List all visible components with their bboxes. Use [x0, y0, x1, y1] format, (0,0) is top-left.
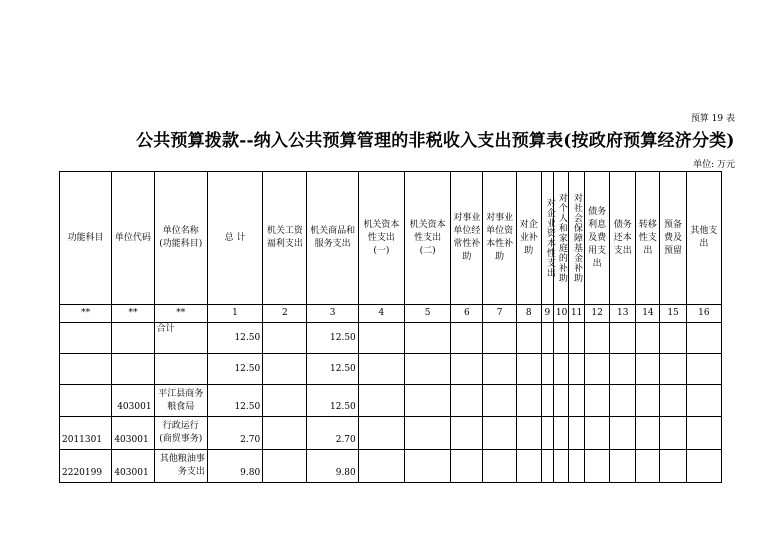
- unit-name-cell: 合计: [154, 323, 207, 354]
- empty-cell: [585, 385, 610, 417]
- goods-services-cell: 2.70: [307, 417, 358, 450]
- empty-cell: [405, 450, 451, 483]
- empty-cell: [451, 354, 483, 385]
- empty-cell: [568, 323, 584, 354]
- empty-cell: [541, 450, 553, 483]
- empty-cell: [405, 354, 451, 385]
- function-code-cell: 2220199: [60, 450, 112, 483]
- unit-code-cell: [112, 354, 154, 385]
- header-cell: 机关资本性支出(二): [405, 172, 451, 305]
- empty-cell: [686, 385, 721, 417]
- total-cell: 9.80: [207, 450, 262, 483]
- column-number: 8: [516, 305, 541, 323]
- empty-cell: [636, 385, 660, 417]
- total-cell: 12.50: [207, 385, 262, 417]
- empty-cell: [610, 354, 636, 385]
- empty-cell: [636, 354, 660, 385]
- goods-services-cell: 12.50: [307, 385, 358, 417]
- empty-cell: [660, 385, 686, 417]
- table-row: [60, 323, 722, 354]
- function-code-cell: [60, 385, 112, 417]
- empty-cell: [451, 417, 483, 450]
- empty-cell: [660, 354, 686, 385]
- column-number: 13: [610, 305, 636, 323]
- salary-cell: [263, 417, 307, 450]
- empty-cell: [610, 323, 636, 354]
- form-number: 预算 19 表: [690, 114, 735, 124]
- salary-cell: [263, 354, 307, 385]
- column-number: 6: [451, 305, 483, 323]
- total-cell: 12.50: [207, 354, 262, 385]
- empty-cell: [516, 450, 541, 483]
- empty-cell: [568, 450, 584, 483]
- empty-cell: [610, 385, 636, 417]
- empty-cell: [585, 417, 610, 450]
- empty-cell: [541, 323, 553, 354]
- header-cell: 其他支出: [686, 172, 721, 305]
- header-cell: 债务还本支出: [610, 172, 636, 305]
- empty-cell: [660, 417, 686, 450]
- empty-cell: [660, 323, 686, 354]
- column-number: 14: [636, 305, 660, 323]
- empty-cell: [610, 450, 636, 483]
- header-vertical-text: 对企业资本性支出: [544, 198, 555, 278]
- column-number: 9: [541, 305, 553, 323]
- column-number: 7: [483, 305, 516, 323]
- unit-name-cell: 其他粮油事务支出: [154, 450, 207, 483]
- empty-cell: [553, 450, 568, 483]
- budget-table: [59, 171, 722, 483]
- empty-cell: [568, 354, 584, 385]
- salary-cell: [263, 385, 307, 417]
- header-cell: 债务利息及费用支出: [585, 172, 610, 305]
- empty-cell: [636, 417, 660, 450]
- function-code-cell: [60, 354, 112, 385]
- unit-label: 单位: 万元: [693, 160, 735, 170]
- unit-code-cell: 403001: [112, 417, 154, 450]
- function-code-cell: 2011301: [60, 417, 112, 450]
- empty-cell: [553, 385, 568, 417]
- unit-name-cell: [154, 354, 207, 385]
- header-row: [60, 172, 722, 305]
- empty-cell: [516, 323, 541, 354]
- page-title: 公共预算拨款--纳入公共预算管理的非税收入支出预算表(按政府预算经济分类): [136, 131, 735, 151]
- column-number: 16: [686, 305, 721, 323]
- empty-cell: [568, 385, 584, 417]
- empty-cell: [516, 354, 541, 385]
- header-cell: [541, 172, 553, 305]
- column-number: 1: [207, 305, 262, 323]
- total-cell: 2.70: [207, 417, 262, 450]
- unit-code-cell: 403001: [112, 385, 154, 417]
- column-number: 2: [263, 305, 307, 323]
- empty-cell: [686, 450, 721, 483]
- column-number: **: [112, 305, 154, 323]
- header-cell: [553, 172, 568, 305]
- column-number: 15: [660, 305, 686, 323]
- empty-cell: [686, 354, 721, 385]
- table-row: [60, 450, 722, 483]
- header-cell: 单位代码: [112, 172, 154, 305]
- empty-cell: [686, 417, 721, 450]
- empty-cell: [686, 323, 721, 354]
- column-number: **: [154, 305, 207, 323]
- total-cell: 12.50: [207, 323, 262, 354]
- header-cell: 功能科目: [60, 172, 112, 305]
- header-vertical-text: 对社会保障基金补助: [572, 193, 582, 283]
- header-vertical-text: 对个人和家庭的补助: [556, 193, 567, 283]
- empty-cell: [358, 385, 404, 417]
- goods-services-cell: 12.50: [307, 354, 358, 385]
- header-cell: 机关商品和服务支出: [307, 172, 358, 305]
- header-cell: 转移性支出: [636, 172, 660, 305]
- column-number: 11: [568, 305, 584, 323]
- empty-cell: [483, 450, 516, 483]
- empty-cell: [636, 450, 660, 483]
- header-cell: 总 计: [207, 172, 262, 305]
- empty-cell: [358, 417, 404, 450]
- column-number: 10: [553, 305, 568, 323]
- salary-cell: [263, 323, 307, 354]
- empty-cell: [451, 385, 483, 417]
- unit-code-cell: 403001: [112, 450, 154, 483]
- empty-cell: [585, 323, 610, 354]
- empty-cell: [585, 354, 610, 385]
- empty-cell: [553, 323, 568, 354]
- empty-cell: [483, 417, 516, 450]
- empty-cell: [541, 417, 553, 450]
- unit-name-cell: 平江县商务粮食局: [154, 385, 207, 417]
- empty-cell: [660, 450, 686, 483]
- empty-cell: [451, 450, 483, 483]
- column-number: 5: [405, 305, 451, 323]
- empty-cell: [516, 417, 541, 450]
- goods-services-cell: 12.50: [307, 323, 358, 354]
- header-cell: 单位名称(功能科目): [154, 172, 207, 305]
- column-number: **: [60, 305, 112, 323]
- empty-cell: [553, 354, 568, 385]
- empty-cell: [483, 323, 516, 354]
- goods-services-cell: 9.80: [307, 450, 358, 483]
- header-cell: [568, 172, 584, 305]
- empty-cell: [451, 323, 483, 354]
- header-cell: 对事业单位经常性补助: [451, 172, 483, 305]
- empty-cell: [553, 417, 568, 450]
- empty-cell: [610, 417, 636, 450]
- header-cell: 预备费及预留: [660, 172, 686, 305]
- unit-code-cell: [112, 323, 154, 354]
- salary-cell: [263, 450, 307, 483]
- empty-cell: [358, 323, 404, 354]
- empty-cell: [541, 354, 553, 385]
- empty-cell: [405, 417, 451, 450]
- empty-cell: [483, 354, 516, 385]
- function-code-cell: [60, 323, 112, 354]
- table-row: [60, 417, 722, 450]
- empty-cell: [405, 323, 451, 354]
- empty-cell: [358, 354, 404, 385]
- empty-cell: [568, 417, 584, 450]
- column-number: 12: [585, 305, 610, 323]
- column-number: 3: [307, 305, 358, 323]
- header-cell: 机关工资福利支出: [263, 172, 307, 305]
- empty-cell: [358, 450, 404, 483]
- empty-cell: [541, 385, 553, 417]
- empty-cell: [405, 385, 451, 417]
- column-number-row: [60, 305, 722, 323]
- empty-cell: [636, 323, 660, 354]
- column-number: 4: [358, 305, 404, 323]
- empty-cell: [516, 385, 541, 417]
- header-cell: 对事业单位资本性补助: [483, 172, 516, 305]
- unit-name-cell: 行政运行(商贸事务): [154, 417, 207, 450]
- empty-cell: [585, 450, 610, 483]
- table-row: [60, 385, 722, 417]
- header-cell: 机关资本性支出(一): [358, 172, 404, 305]
- header-cell: 对企业补助: [516, 172, 541, 305]
- table-row: [60, 354, 722, 385]
- empty-cell: [483, 385, 516, 417]
